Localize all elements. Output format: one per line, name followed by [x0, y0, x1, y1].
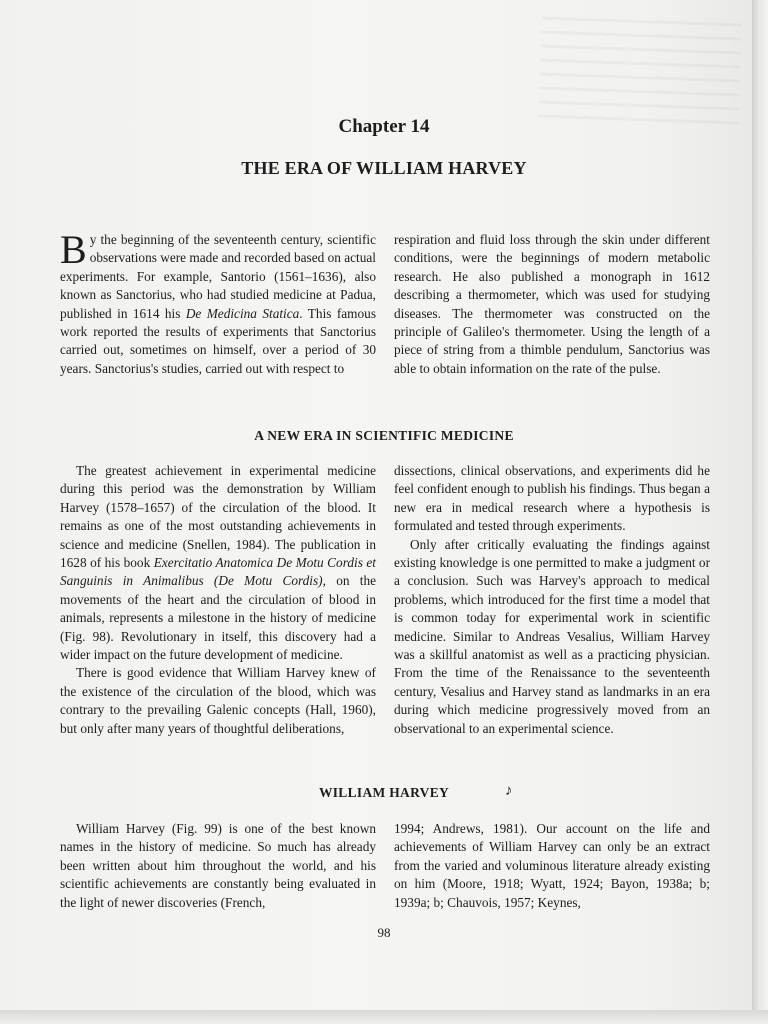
intro-right-column	[394, 231, 710, 378]
harvey-right-paragraph: 1994; Andrews, 1981). Our account on the life and achievements of William Harvey can only be an extract from the varied and voluminous literature already existing on him (Moore, 1918; Wyatt, 1924; Bayon, 1938a; b; 1939a; b; Chauvois, 1957; Keynes,	[394, 821, 710, 910]
intro-left-column	[60, 227, 376, 378]
harvey-left-paragraph: William Harvey (Fig. 99) is one of the best known names in the history of medicine. So much has already been written about him throughout the world, and his scientific achievements are constantly being evaluated in the light of newer discoveries (French,	[60, 821, 376, 910]
new-era-right-paragraph-2: Only after critically evaluating the findings against existing knowledge is one permitted to make a judgment or a conclusion. Such was Harvey's approach to medical problems, which introduced for the first time a model that is common today for experimental work in scientific medicine. Similar to Andreas Vesalius, William Harvey was a skillful anatomist as well as a practicing physician. From the time of the Renaissance to the seventeenth century, Vesalius and Harvey stand as landmarks in an era during which medicine progressively moved from an observational to an experimental science.	[394, 536, 710, 736]
new-era-right-column	[394, 462, 710, 738]
binding-edge	[752, 0, 768, 1024]
intro-paragraph	[60, 227, 376, 378]
intro-right-text: respiration and fluid loss through the skin under different conditions, were the beginnings of modern metabolic research. He also published a monograph in 1612 describing a thermometer, which was used for studying diseases. The thermometer was constructed on the principle of Galileo's thermometer. Using the length of a piece of string from a thimble pendulum, Sanctorius was able to obtain information on the rate of the pulse.	[394, 232, 710, 376]
page-number: 98	[377, 925, 391, 940]
new-era-left-column	[60, 462, 376, 738]
section-heading-new-era: A NEW ERA IN SCIENTIFIC MEDICINE	[254, 428, 514, 443]
new-era-left-paragraph-2: There is good evidence that William Harvey knew of the existence of the circulation of the blood, which was contrary to the prevailing Galenic concepts (Hall, 1960), but only after many years of thoughtful deliberations,	[60, 665, 376, 736]
new-era-right-paragraph-1: dissections, clinical observations, and experiments did he feel confident enough to publish his findings. Thus began a new era in medical research where a hypothesis is formulated and tested through experiments.	[394, 463, 710, 534]
page-bottom-edge	[0, 1010, 768, 1024]
chapter-label: Chapter 14	[338, 116, 430, 137]
harvey-right-column	[394, 820, 710, 912]
intro-left-text: y the beginning of the seventeenth century, scientific observations were made and recorded based on actual experiments. For example, Santorio (1561–1636), also known as Sanctorius, who had studied medicine at Padua, published in 1614 his De Medicina Statica. This famous work reported the results of experiments that Sanctorius carried out, sometimes on himself, over a period of 30 years. Sanctorius's studies, carried out with respect to	[60, 232, 376, 376]
harvey-left-column	[60, 820, 376, 912]
drop-cap: B	[60, 227, 87, 272]
new-era-left-paragraph-1: The greatest achievement in experimental medicine during this period was the demonstration by William Harvey (1578–1657) of the circulation of the blood. It remains as one of the most outstanding achievements in science and medicine (Snellen, 1984). The publication in 1628 of his book Exercitatio Anatomica De Motu Cordis et Sanguinis in Animalibus (De Motu Cordis), on the movements of the heart and the circulation of blood in animals, represents a milestone in the history of medicine (Fig. 98). Revolutionary in itself, this discovery had a wider impact on the future development of medicine.	[60, 463, 377, 663]
margin-pen-mark: ♪	[505, 783, 513, 799]
chapter-title: THE ERA OF WILLIAM HARVEY	[241, 158, 527, 178]
section-heading-william-harvey: WILLIAM HARVEY	[318, 785, 450, 800]
